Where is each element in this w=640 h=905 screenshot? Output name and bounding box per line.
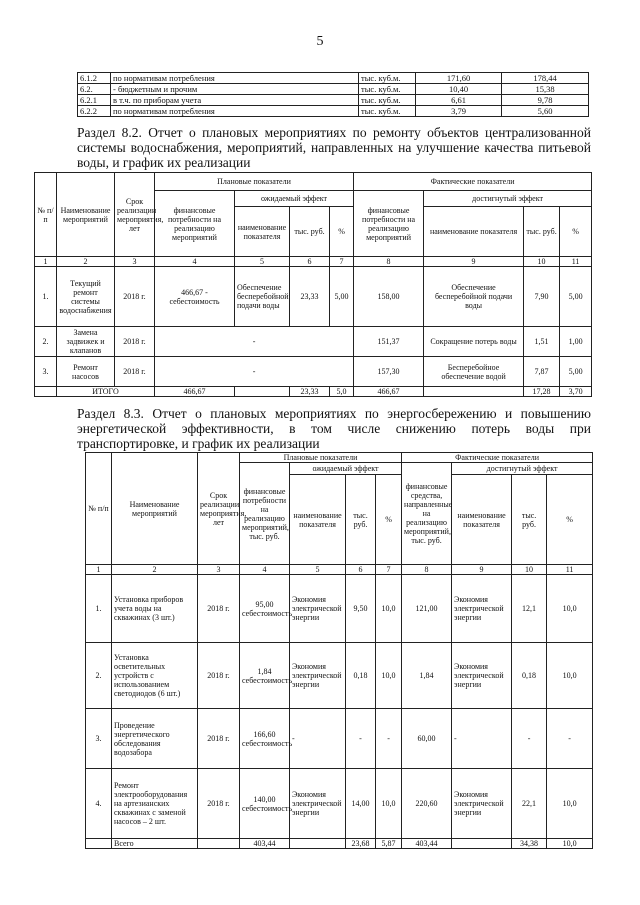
total-pct-fact: 3,70 [560,387,592,397]
row-name: Текущий ремонт системы водоснабжения [57,267,115,327]
row-fin: 166,60 себестоимость [240,709,290,769]
header-fin-fact: финансовые потребности на реализацию мероприятий [354,191,424,257]
header-expected: ожидаемый эффект [235,191,354,207]
column-number: 4 [240,565,290,575]
row-rub-fact: 0,18 [512,643,547,709]
header-indicator: наименование показателя [235,207,290,257]
column-number: 11 [560,257,592,267]
header-pct-fact: % [560,207,592,257]
column-number-row [86,565,593,575]
row-indicator-fact: Экономия электрической энергии [452,769,512,839]
row-pct-fact: 5,00 [560,357,592,387]
row-name: Установка осветительных устройств с использованием светодиодов (6 шт.) [112,643,198,709]
row-pct-fact: - [547,709,593,769]
row-num: 1. [86,575,112,643]
total-pct: 5,87 [376,839,402,849]
table-row [86,709,593,769]
row-fin-fact: 1,84 [402,643,452,709]
row-code: 6.2.1 [78,95,111,106]
row-fin-fact: 151,37 [354,327,424,357]
column-number: 9 [424,257,524,267]
header-indicator-fact: наименование показателя [452,475,512,565]
row-indicator-fact: Сокращение потерь воды [424,327,524,357]
row-rub-fact: - [512,709,547,769]
column-number: 9 [452,565,512,575]
row-fin-fact: 60,00 [402,709,452,769]
header-num: № п/п [35,173,57,257]
row-term: 2018 г. [198,643,240,709]
row-rub: 14,00 [346,769,376,839]
row-pct: 10,0 [376,769,402,839]
row-num: 2. [35,327,57,357]
consumption-table [77,72,589,117]
row-num: 4. [86,769,112,839]
row-pct: 10,0 [376,643,402,709]
header-achieved: достигнутый эффект [452,463,593,475]
header-planned: Плановые показатели [240,453,402,463]
row-num: 1. [35,267,57,327]
row-fin: - [155,327,354,357]
header-num: № п/п [86,453,112,565]
row-fin: 1,84 себестоимость [240,643,290,709]
header-term: Срок реализации мероприятия, лет [198,453,240,565]
column-number: 3 [115,257,155,267]
row-pct-fact: 10,0 [547,643,593,709]
row-fin: - [155,357,354,387]
row-fin: 140,00 себестоимость [240,769,290,839]
column-number: 5 [235,257,290,267]
row-value-1: 10,40 [416,84,502,95]
row-indicator-fact: Бесперебойное обеспечение водой [424,357,524,387]
row-num: 3. [86,709,112,769]
row-pct: 5,00 [330,267,354,327]
row-rub: - [346,709,376,769]
total-rub-fact: 17,28 [524,387,560,397]
table-row [86,769,593,839]
row-unit: тыс. куб.м. [359,95,416,106]
row-pct-fact: 5,00 [560,267,592,327]
row-fin-fact: 121,00 [402,575,452,643]
table-row [78,84,589,95]
row-value-2: 15,38 [502,84,589,95]
row-term: 2018 г. [115,357,155,387]
header-achieved: достигнутый эффект [424,191,592,207]
row-fin-fact: 157,30 [354,357,424,387]
column-number: 11 [547,565,593,575]
header-name: Наименование мероприятий [112,453,198,565]
row-indicator-fact: Экономия электрической энергии [452,575,512,643]
header-name: Наименование мероприятий [57,173,115,257]
row-value-2: 9,78 [502,95,589,106]
row-rub-fact: 1,51 [524,327,560,357]
row-unit: тыс. куб.м. [359,73,416,84]
section-8-2-table [34,172,592,397]
row-code: 6.1.2 [78,73,111,84]
row-pct: - [376,709,402,769]
row-pct-fact: 10,0 [547,769,593,839]
total-fin-fact: 403,44 [402,839,452,849]
total-fin-fact: 466,67 [354,387,424,397]
row-unit: тыс. куб.м. [359,106,416,117]
header-rub: тыс. руб. [346,475,376,565]
row-fin-fact: 158,00 [354,267,424,327]
table-row [86,575,593,643]
row-pct: 10,0 [376,575,402,643]
header-planned: Плановые показатели [155,173,354,191]
column-number: 1 [35,257,57,267]
row-term: 2018 г. [198,769,240,839]
table-row [78,95,589,106]
header-indicator: наименование показателя [290,475,346,565]
header-term: Срок реализации мероприятия, лет [115,173,155,257]
header-fin-plan: финансовые потребности на реализацию мероприятий, тыс. руб. [240,463,290,565]
row-name: Ремонт электрооборудования на артезианских скважинах с заменой насосов – 2 шт. [112,769,198,839]
row-rub: 23,33 [290,267,330,327]
column-number: 6 [290,257,330,267]
header-actual: Фактические показатели [402,453,593,463]
row-rub-fact: 7,87 [524,357,560,387]
total-rub: 23,68 [346,839,376,849]
section-8-3-table [85,452,593,849]
row-fin-fact: 220,60 [402,769,452,839]
column-number: 10 [512,565,547,575]
row-indicator: Экономия электрической энергии [290,575,346,643]
header-pct: % [376,475,402,565]
column-number: 2 [57,257,115,267]
row-name: Проведение энергетического обследования водозабора [112,709,198,769]
header-rub: тыс. руб. [290,207,330,257]
row-name: по нормативам потребления [111,106,359,117]
row-value-1: 3,79 [416,106,502,117]
row-num: 2. [86,643,112,709]
header-rub-fact: тыс. руб. [524,207,560,257]
row-name: в т.ч. по приборам учета [111,95,359,106]
total-rub-fact: 34,38 [512,839,547,849]
column-number: 8 [402,565,452,575]
row-pct-fact: 10,0 [547,575,593,643]
column-number: 6 [346,565,376,575]
column-number: 1 [86,565,112,575]
row-indicator: Обеспечение бесперебойной подачи воды [235,267,290,327]
total-fin: 403,44 [240,839,290,849]
row-code: 6.2. [78,84,111,95]
row-name: по нормативам потребления [111,73,359,84]
column-number: 7 [376,565,402,575]
column-number: 3 [198,565,240,575]
header-pct-fact: % [547,475,593,565]
column-number: 8 [354,257,424,267]
total-row [35,387,592,397]
row-indicator-fact: Экономия электрической энергии [452,643,512,709]
column-number: 4 [155,257,235,267]
table-row [78,106,589,117]
total-fin: 466,67 [155,387,235,397]
table-row [86,643,593,709]
row-term: 2018 г. [198,575,240,643]
row-indicator-fact: Обеспечение бесперебойной подачи воды [424,267,524,327]
row-indicator: Экономия электрической энергии [290,769,346,839]
row-pct-fact: 1,00 [560,327,592,357]
row-value-2: 178,44 [502,73,589,84]
row-term: 2018 г. [115,267,155,327]
column-number: 10 [524,257,560,267]
row-name: - бюджетным и прочим [111,84,359,95]
page-number: 5 [316,34,324,49]
total-label: Всего [112,839,198,849]
header-fin-fact: финансовые средства, направленные на реализацию мероприятий, тыс. руб. [402,463,452,565]
total-rub: 23,33 [290,387,330,397]
row-rub: 0,18 [346,643,376,709]
row-indicator-fact: - [452,709,512,769]
row-value-2: 5,60 [502,106,589,117]
total-row [86,839,593,849]
table-row [35,357,592,387]
section-8-2-heading: Раздел 8.2. Отчет о плановых мероприятиях по ремонту объектов централизованной системы водоснабжения, мероприятий, направленных на улучшение качества питьевой воды, и график их реализации [77,125,591,170]
row-rub: 9,50 [346,575,376,643]
row-indicator: Экономия электрической энергии [290,643,346,709]
table-row [78,73,589,84]
table-row [35,267,592,327]
row-num: 3. [35,357,57,387]
header-actual: Фактические показатели [354,173,592,191]
row-unit: тыс. куб.м. [359,84,416,95]
row-name: Замена задвижек и клапанов [57,327,115,357]
row-value-1: 6,61 [416,95,502,106]
row-term: 2018 г. [115,327,155,357]
header-expected: ожидаемый эффект [290,463,402,475]
header-rub-fact: тыс. руб. [512,475,547,565]
row-fin: 95,00 себестоимость [240,575,290,643]
row-value-1: 171,60 [416,73,502,84]
row-term: 2018 г. [198,709,240,769]
header-pct: % [330,207,354,257]
total-pct: 5,0 [330,387,354,397]
row-rub-fact: 12,1 [512,575,547,643]
row-rub-fact: 22,1 [512,769,547,839]
total-pct-fact: 10,0 [547,839,593,849]
row-name: Установка приборов учета воды на скважинах (3 шт.) [112,575,198,643]
header-fin-plan: финансовые потребности на реализацию мероприятий [155,191,235,257]
row-code: 6.2.2 [78,106,111,117]
column-number-row [35,257,592,267]
row-indicator: - [290,709,346,769]
row-name: Ремонт насосов [57,357,115,387]
header-indicator-fact: наименование показателя [424,207,524,257]
column-number: 2 [112,565,198,575]
section-8-3-heading: Раздел 8.3. Отчет о плановых мероприятиях по энергосбережению и повышению энергетической эффективности, в том числе снижению потерь воды при транспортировке, и график их реализации [77,406,591,451]
column-number: 5 [290,565,346,575]
column-number: 7 [330,257,354,267]
total-label: ИТОГО [57,387,155,397]
row-fin: 466,67 - себестоимость [155,267,235,327]
table-row [35,327,592,357]
row-rub-fact: 7,90 [524,267,560,327]
